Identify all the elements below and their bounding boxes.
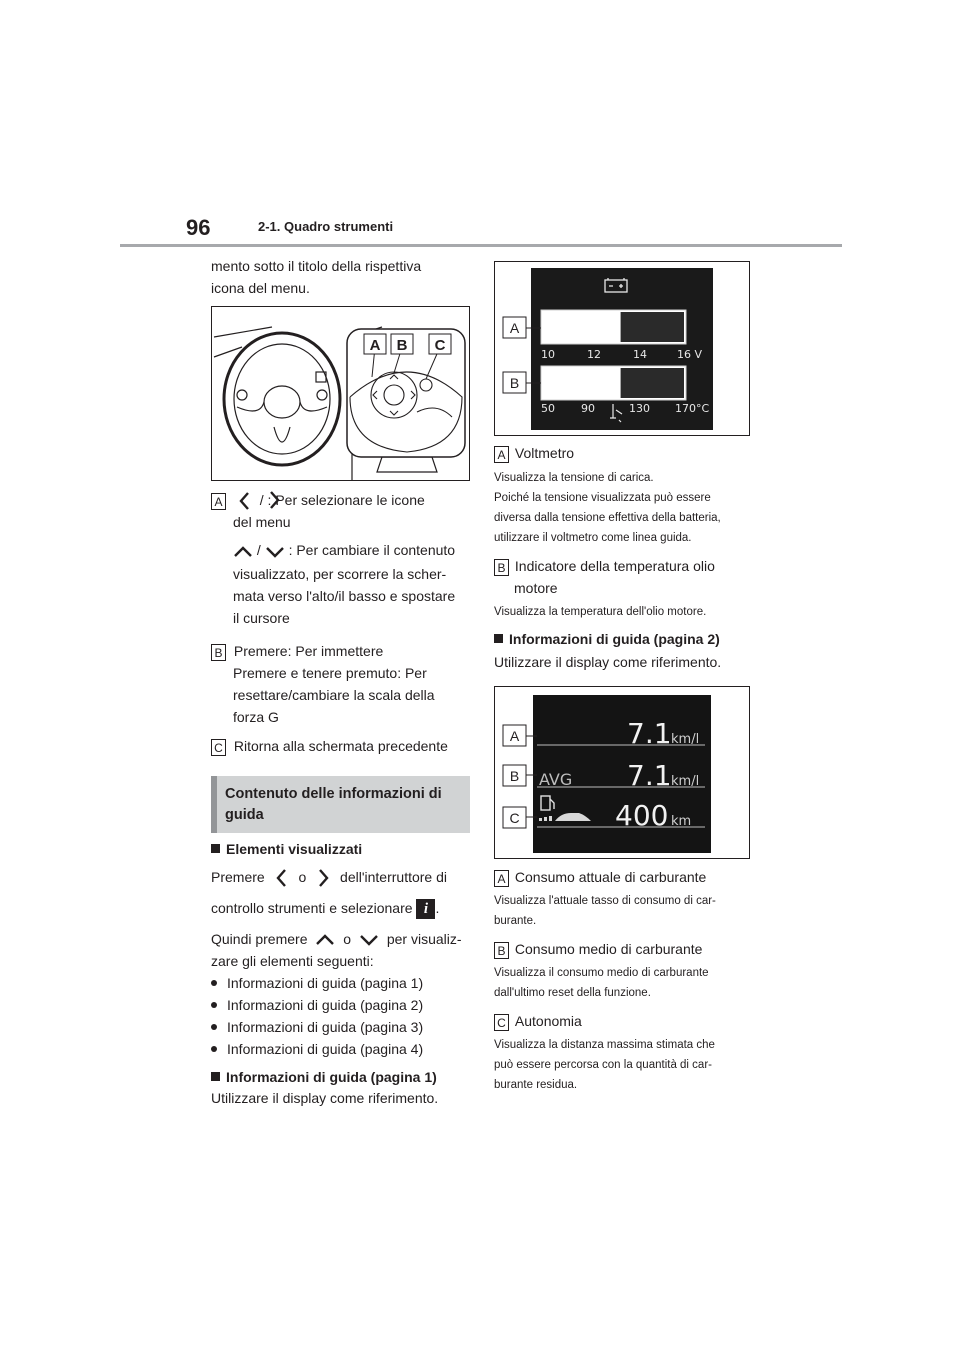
label-b: B [211, 644, 226, 661]
label-c: C [211, 739, 226, 756]
page2-text: Utilizzare il display come riferimento. [494, 654, 722, 670]
label-a: A [211, 493, 226, 510]
chevron-up-icon [233, 545, 253, 559]
item-b: B Premere: Per immettere Premere e tenere premuto: Per resettare/cambiare la scala della forza G [211, 640, 481, 728]
page1-heading: Informazioni di guida (pagina 1) [211, 1066, 437, 1088]
temp-tick: 90 [581, 402, 595, 415]
voltmetro-desc: Visualizza la tensione di carica. Poiché la tensione visualizzata può essere diversa dalla tensione effettiva della batteria, utilizzare il voltmetro come linea guida. [494, 472, 721, 544]
item-a-line3: : Per cambiare il contenuto [288, 542, 456, 559]
chevron-left-icon [238, 491, 252, 511]
list-item: Informazioni di guida (pagina 1) [211, 972, 423, 994]
volt-tick: 10 [541, 348, 555, 361]
callout-b-text: B [509, 768, 520, 784]
chevron-down-icon [359, 933, 379, 947]
callout-b-text: B [396, 337, 408, 354]
volt-tick: 16 V [677, 348, 703, 361]
quindi-line: Quindi premere o per visualiz- [211, 931, 462, 947]
consumption-avg-desc: Visualizza il consumo medio di carburante dall'ultimo reset della funzione. [494, 967, 709, 999]
square-bullet-icon [211, 844, 220, 853]
oil-temp-title: B Indicatore della temperatura olio motore [494, 555, 715, 599]
item-a-line2: del menu [233, 514, 291, 531]
chevron-right-icon [316, 868, 330, 888]
intro-text: mento sotto il titolo della rispettiva icona del menu. [211, 258, 422, 296]
callout-a-text: A [369, 337, 381, 354]
temp-tick: 50 [541, 402, 555, 415]
temp-tick: 130 [629, 402, 650, 415]
section-title: 2-1. Quadro strumenti [258, 219, 394, 234]
voltmeter-bar-empty [621, 312, 684, 342]
range-unit: km [671, 814, 692, 829]
controllo-line: controllo strumenti e selezionare i . [211, 900, 440, 918]
list-item: Informazioni di guida (pagina 2) [211, 994, 423, 1016]
callout-b [391, 334, 413, 354]
item-a-line4: visualizzato, per scorrere la scher- [233, 566, 447, 583]
volt-tick: 12 [587, 348, 601, 361]
callout-b-text: B [509, 375, 520, 391]
consumption-current-title: A Consumo attuale di carburante [494, 866, 706, 888]
list-item: Informazioni di guida (pagina 4) [211, 1038, 423, 1060]
voltmetro-title: A Voltmetro [494, 442, 574, 464]
callout-c-text: C [434, 337, 446, 354]
item-a-line5: mata verso l'alto/il basso e spostare [233, 588, 456, 605]
header-rule [120, 244, 842, 247]
average-consumption-unit: km/l [671, 774, 700, 789]
item-a-line1: / : Per selezionare le icone [259, 492, 425, 508]
gauges-illustration [495, 262, 749, 435]
callout-a [364, 334, 386, 354]
zare-line: zare gli elementi seguenti: [211, 953, 374, 969]
current-consumption-unit: km/l [671, 732, 700, 747]
section-callout [211, 776, 470, 833]
premere-line: Premere o dell'interruttore di [211, 866, 481, 888]
consumption-avg-title: B Consumo medio di carburante [494, 938, 702, 960]
callout-a-text: A [509, 320, 520, 336]
range-title: C Autonomia [494, 1010, 582, 1032]
item-a: A / : Per selezionare le icone del menu / : Per cambiare il contenuto visualizzato, per scorrere la scher- mata verso l'alto/il basso e spostare il cursore [211, 489, 481, 629]
temp-tick: 170°C [675, 402, 710, 415]
fuel-info-illustration [495, 687, 749, 858]
volt-tick: 14 [633, 348, 647, 361]
label-b: B [494, 559, 509, 576]
current-consumption-value: 7.1 [627, 717, 672, 750]
callout-c-text: C [509, 810, 520, 826]
page-number: 96 [186, 215, 211, 240]
chevron-right-icon [267, 490, 281, 510]
info-icon: i [416, 899, 435, 919]
callout-a-text: A [509, 728, 520, 744]
range-value: 400 [615, 799, 669, 832]
consumption-current-desc: Visualizza l'attuale tasso di consumo di car- burante. [494, 895, 716, 927]
average-consumption-value: 7.1 [627, 759, 672, 792]
oil-temp-bar-empty [621, 368, 684, 398]
oil-temp-desc: Visualizza la temperatura dell'olio motore. [494, 606, 707, 618]
chevron-left-icon [275, 868, 289, 888]
chevron-up-icon [315, 933, 335, 947]
list-item: Informazioni di guida (pagina 3) [211, 1016, 423, 1038]
avg-label: AVG [539, 770, 573, 789]
chevron-down-icon [265, 545, 285, 559]
elements-heading: Elementi visualizzati [211, 838, 362, 860]
page1-text: Utilizzare il display come riferimento. [211, 1090, 439, 1106]
item-c: C Ritorna alla schermata precedente [211, 735, 481, 757]
bullet-list [211, 972, 423, 1060]
fuel-info-figure [494, 686, 750, 859]
section-callout-text: Contenuto delle informazioni di guida [225, 786, 442, 823]
item-a-line6: il cursore [233, 610, 290, 627]
square-bullet-icon [494, 634, 503, 643]
label-a: A [494, 446, 509, 463]
steering-wheel-illustration [212, 307, 469, 480]
square-bullet-icon [211, 1072, 220, 1081]
label-b: B [494, 942, 509, 959]
range-desc: Visualizza la distanza massima stimata che può essere percorsa con la quantità di car- burante residua. [494, 1039, 715, 1091]
label-c: C [494, 1014, 509, 1031]
steering-wheel-figure [211, 306, 470, 481]
gauges-figure [494, 261, 750, 436]
page2-heading: Informazioni di guida (pagina 2) [494, 628, 720, 650]
callout-c [429, 334, 451, 354]
label-a: A [494, 870, 509, 887]
